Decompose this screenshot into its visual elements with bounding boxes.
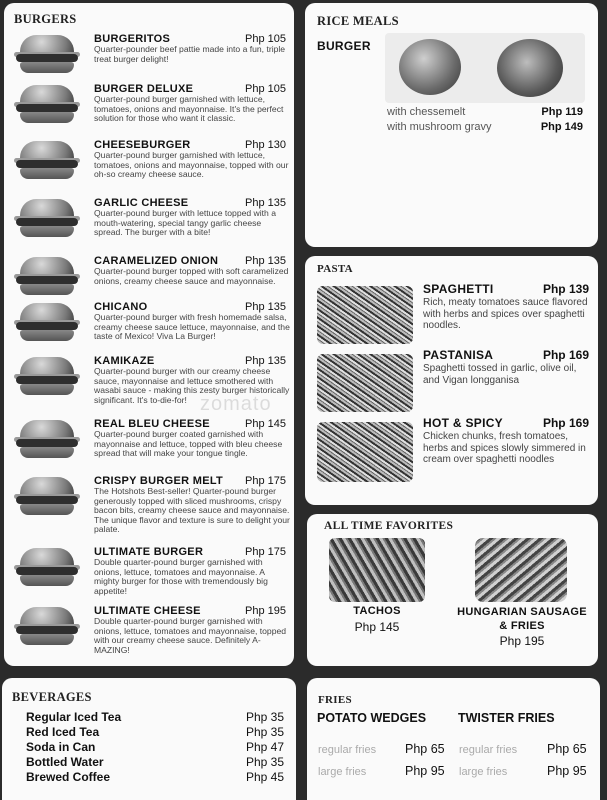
burger-description: Quarter-pounder beef pattie made into a fun, triple treat burger delight! [94, 44, 286, 64]
burger-name: BURGERITOS [94, 33, 171, 45]
fries-panel [307, 678, 600, 800]
fries-size-price: Php 65 [405, 742, 445, 756]
pasta-price: Php 169 [542, 348, 589, 362]
rice-option [387, 106, 583, 118]
rice-option-label: with mushroom gravy [387, 121, 492, 133]
pasta-price: Php 169 [542, 416, 589, 430]
favorites-title: ALL TIME FAVORITES [324, 520, 454, 532]
fries-size-price: Php 95 [405, 764, 445, 778]
fries-title: FRIES [318, 694, 352, 706]
burger-description: Double quarter-pound burger garnished with onions, lettuce, tomatoes and mayonnaise. A mighty burger for those with tremendously big appetite! [94, 557, 268, 596]
fries-group-name: TWISTER FRIES [458, 711, 555, 725]
beverage-price: Php 35 [246, 710, 285, 724]
rice-option-label: with chessemelt [387, 106, 466, 118]
rice-option [387, 121, 583, 133]
rice-burger-photo [385, 33, 585, 103]
spaghetti-photo [317, 286, 413, 344]
fries-size-label: large fries [459, 766, 508, 778]
beverage-price: Php 35 [246, 725, 285, 739]
burgers-panel [4, 3, 294, 666]
burger-description: Quarter-pound burger topped with soft caramelized onions, creamy cheese sauce and mayonnaise. [94, 266, 289, 286]
beverage-name: Regular Iced Tea [26, 710, 122, 724]
burger-description: Quarter-pound burger garnished with lettuce, tomatoes, onions and mayonnaise, topped with our oh-so creamy cheese sauce. [94, 150, 289, 180]
favorite-price: Php 195 [499, 634, 545, 648]
burger-name: ULTIMATE BURGER [94, 546, 204, 558]
beverages-title: BEVERAGES [12, 690, 92, 704]
burger-price: Php 195 [245, 605, 286, 617]
rice-option-price: Php 149 [540, 121, 583, 133]
beverage-name: Brewed Coffee [26, 770, 111, 784]
favorites-panel [307, 514, 598, 666]
pasta-name: SPAGHETTI [423, 282, 494, 296]
pastanisa-photo [317, 354, 413, 412]
burgers-title: BURGERS [14, 12, 77, 26]
burger-photo [14, 303, 80, 343]
pasta-description: Rich, meaty tomatoes sauce flavored with herbs and spices over spaghetti noodles. [423, 297, 588, 331]
burger-price: Php 105 [245, 83, 286, 95]
burger-price: Php 135 [245, 197, 286, 209]
burger-name: CARAMELIZED ONION [94, 255, 219, 267]
fries-size-label: regular fries [318, 744, 377, 756]
burger-price: Php 145 [245, 418, 286, 430]
fries-size-label: regular fries [459, 744, 518, 756]
favorite-name: HUNGARIAN SAUSAGE & FRIES [457, 606, 587, 632]
fries-size-price: Php 65 [547, 742, 587, 756]
beverage-name: Red Iced Tea [26, 725, 100, 739]
watermark: zomato [200, 393, 272, 415]
rice-meals-title: RICE MEALS [317, 14, 399, 28]
burger-photo [14, 357, 80, 397]
burger-photo [14, 35, 80, 75]
burger-photo [14, 85, 80, 125]
burger-name: REAL BLEU CHEESE [94, 418, 210, 430]
burger-description: Quarter-pound burger with fresh homemade salsa, creamy cheese sauce lettuce, mayonnaise, and the taste of Mexico! Viva La Burger! [94, 312, 290, 342]
pasta-title: PASTA [317, 263, 353, 275]
burger-name: BURGER DELUXE [94, 83, 194, 95]
burger-price: Php 175 [245, 546, 286, 558]
burger-description: Quarter-pound burger coated garnished with mayonnaise and lettuce, topped with bleu cheese spread that will make your tongue tingle. [94, 429, 283, 459]
pasta-description: Spaghetti tossed in garlic, olive oil, and Vigan longganisa [423, 363, 577, 386]
burger-price: Php 135 [245, 355, 286, 367]
burger-photo [14, 548, 80, 588]
pasta-name: PASTANISA [423, 348, 494, 362]
burger-price: Php 105 [245, 33, 286, 45]
burger-price: Php 130 [245, 139, 286, 151]
burger-description: The Hotshots Best-seller! Quarter-pound burger generously topped with sliced mushrooms, crispy bacon bits, creamy cheese sauce and mayonnaise. The unique flavor and texture is sure to delight your palate. [94, 486, 290, 535]
rice-burger-name: BURGER [317, 39, 371, 53]
burger-price: Php 135 [245, 301, 286, 313]
pasta-panel [305, 256, 598, 505]
favorite-price: Php 145 [354, 620, 400, 634]
hot-spicy-photo [317, 422, 413, 482]
burger-photo [14, 141, 80, 181]
burger-price: Php 175 [245, 475, 286, 487]
burger-description: Quarter-pound burger with lettuce topped with a mouth-watering, special tangy garlic cheese spread. The burger with a bite! [94, 208, 277, 238]
burger-name: CRISPY BURGER MELT [94, 475, 224, 487]
burger-name: KAMIKAZE [94, 355, 155, 367]
favorite-name: TACHOS [353, 605, 401, 617]
burger-description: Double quarter-pound burger garnished with onions, lettuce, tomatoes and mayonnaise, topped with our creamy cheese sauce. Definitely A-MAZING! [94, 616, 287, 655]
sausage-photo [475, 538, 567, 602]
fries-size-price: Php 95 [547, 764, 587, 778]
rice-option-price: Php 119 [541, 106, 583, 118]
pasta-price: Php 139 [542, 282, 589, 296]
rice-meals-panel [305, 3, 598, 247]
burger-photo [14, 199, 80, 239]
tachos-photo [329, 538, 425, 602]
burger-photo [14, 607, 80, 647]
beverage-price: Php 35 [246, 755, 285, 769]
beverage-price: Php 47 [246, 740, 285, 754]
fries-size-label: large fries [318, 766, 367, 778]
burger-description: Quarter-pound burger with our creamy cheese sauce, mayonnaise and lettuce smothered with wasabi sauce - making this zesty burger historically significant. It's to-die-for! [94, 366, 290, 405]
beverage-name: Bottled Water [26, 755, 104, 769]
burger-name: CHICANO [94, 301, 148, 313]
burger-photo [14, 257, 80, 297]
burger-name: ULTIMATE CHEESE [94, 605, 201, 617]
beverages-panel [2, 678, 296, 800]
pasta-description: Chicken chunks, fresh tomatoes, herbs and spices slowly simmered in cream over spaghetti noodles [423, 431, 586, 465]
burger-photo [14, 420, 80, 460]
fries-group-name: POTATO WEDGES [317, 711, 427, 725]
burger-name: GARLIC CHEESE [94, 197, 189, 209]
burger-name: CHEESEBURGER [94, 139, 191, 151]
pasta-name: HOT & SPICY [423, 416, 503, 430]
burger-photo [14, 477, 80, 517]
burger-description: Quarter-pound burger garnished with lettuce, tomatoes, onions and mayonnaise. It's the perfect solution for those who want it classic. [94, 94, 284, 124]
burger-price: Php 135 [245, 255, 286, 267]
beverage-price: Php 45 [246, 770, 285, 784]
beverage-name: Soda in Can [26, 740, 96, 754]
